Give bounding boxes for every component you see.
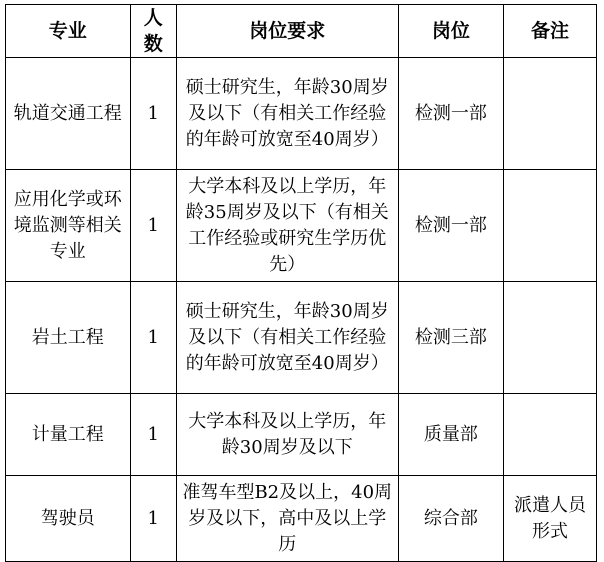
requirement-cell: 大学本科及以上学历，年龄35周岁及以下（有相关工作经验或研究生学历优先） [176, 170, 398, 282]
position-cell: 检测一部 [398, 58, 504, 170]
table-row [6, 170, 597, 282]
position-cell: 综合部 [398, 476, 504, 562]
major-cell: 驾驶员 [6, 476, 131, 562]
count-cell: 1 [130, 476, 176, 562]
note-cell [504, 170, 597, 282]
header-major: 专业 [6, 5, 131, 58]
header-row [6, 5, 597, 58]
note-cell [504, 282, 597, 394]
major-cell: 应用化学或环境监测等相关专业 [6, 170, 131, 282]
note-cell: 派遣人员形式 [504, 476, 597, 562]
header-requirement: 岗位要求 [176, 5, 398, 58]
count-cell: 1 [130, 170, 176, 282]
count-cell: 1 [130, 394, 176, 476]
position-cell: 质量部 [398, 394, 504, 476]
position-cell: 检测三部 [398, 282, 504, 394]
recruitment-table [5, 4, 597, 562]
requirement-cell: 准驾车型B2及以上，40周岁及以下，高中及以上学历 [176, 476, 398, 562]
requirement-cell: 大学本科及以上学历，年龄30周岁及以下 [176, 394, 398, 476]
count-cell: 1 [130, 282, 176, 394]
header-count: 人数 [130, 5, 176, 58]
table-row [6, 476, 597, 562]
count-cell: 1 [130, 58, 176, 170]
requirement-cell: 硕士研究生，年龄30周岁及以下（有相关工作经验的年龄可放宽至40周岁） [176, 58, 398, 170]
major-cell: 岩土工程 [6, 282, 131, 394]
major-cell: 计量工程 [6, 394, 131, 476]
requirement-cell: 硕士研究生，年龄30周岁及以下（有相关工作经验的年龄可放宽至40周岁） [176, 282, 398, 394]
note-cell [504, 58, 597, 170]
header-position: 岗位 [398, 5, 504, 58]
header-note: 备注 [504, 5, 597, 58]
major-cell: 轨道交通工程 [6, 58, 131, 170]
table-row [6, 282, 597, 394]
table-row [6, 394, 597, 476]
table-row [6, 58, 597, 170]
position-cell: 检测一部 [398, 170, 504, 282]
note-cell [504, 394, 597, 476]
